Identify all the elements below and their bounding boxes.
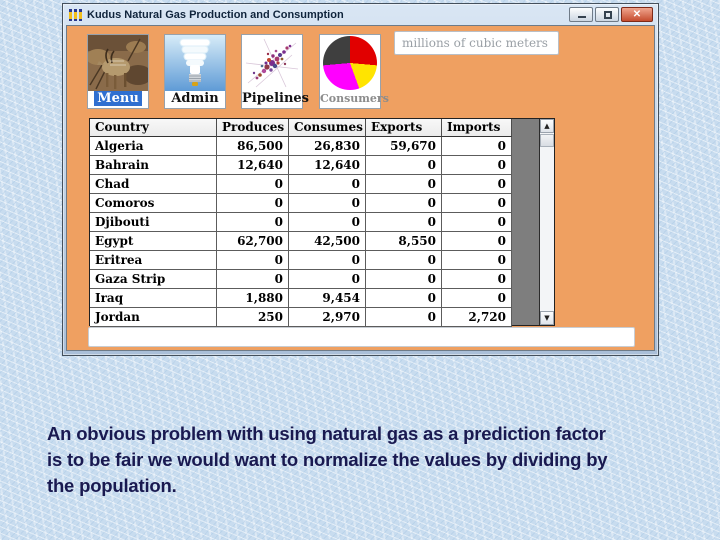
value-cell: 0 xyxy=(442,194,512,213)
status-input[interactable] xyxy=(88,327,635,347)
table-row[interactable] xyxy=(90,137,512,156)
scroll-up-icon: ▲ xyxy=(544,122,550,130)
value-cell: 12,640 xyxy=(217,156,289,175)
grid-filler-area xyxy=(512,119,540,325)
value-cell: 0 xyxy=(442,251,512,270)
value-cell: 0 xyxy=(442,213,512,232)
scroll-up-button[interactable] xyxy=(540,119,554,133)
value-cell: 12,640 xyxy=(289,156,366,175)
value-cell: 8,550 xyxy=(366,232,442,251)
value-cell: 0 xyxy=(217,213,289,232)
value-cell: 0 xyxy=(442,137,512,156)
value-cell: 0 xyxy=(366,251,442,270)
kudu-photo xyxy=(88,35,148,91)
people-icon xyxy=(68,7,83,22)
table-header-row xyxy=(90,119,512,137)
table-grid xyxy=(90,119,512,325)
country-cell: Eritrea xyxy=(90,251,217,270)
value-cell: 42,500 xyxy=(289,232,366,251)
value-cell: 0 xyxy=(289,270,366,289)
pipelines-button-label: Pipelines xyxy=(242,91,309,106)
country-cell: Egypt xyxy=(90,232,217,251)
value-cell: 0 xyxy=(289,175,366,194)
value-cell: 26,830 xyxy=(289,137,366,156)
window-titlebar[interactable] xyxy=(66,4,655,25)
value-cell: 9,454 xyxy=(289,289,366,308)
value-cell: 0 xyxy=(217,175,289,194)
slide-caption xyxy=(47,421,607,499)
vertical-scrollbar[interactable] xyxy=(540,119,554,325)
value-cell: 62,700 xyxy=(217,232,289,251)
country-cell: Bahrain xyxy=(90,156,217,175)
column-header[interactable]: Exports xyxy=(366,119,442,137)
units-input[interactable] xyxy=(394,31,559,55)
table-row[interactable] xyxy=(90,232,512,251)
value-cell: 86,500 xyxy=(217,137,289,156)
value-cell: 0 xyxy=(217,194,289,213)
minimize-icon xyxy=(578,16,586,18)
admin-button-label: Admin xyxy=(171,91,219,106)
value-cell: 0 xyxy=(366,213,442,232)
consumers-button[interactable] xyxy=(319,34,389,109)
value-cell: 2,970 xyxy=(289,308,366,327)
maximize-icon xyxy=(604,11,612,19)
country-cell: Jordan xyxy=(90,308,217,327)
network-graph-image xyxy=(242,35,302,91)
window-controls xyxy=(569,7,653,22)
value-cell: 0 xyxy=(217,251,289,270)
maximize-button[interactable] xyxy=(595,7,619,22)
table-row[interactable] xyxy=(90,175,512,194)
window-title: Kudus Natural Gas Production and Consumption xyxy=(87,8,344,21)
value-cell: 0 xyxy=(366,308,442,327)
country-cell: Djibouti xyxy=(90,213,217,232)
pipelines-button[interactable] xyxy=(241,34,309,109)
table-row[interactable] xyxy=(90,251,512,270)
table-row[interactable] xyxy=(90,194,512,213)
close-icon: ✕ xyxy=(632,9,642,20)
table-row[interactable] xyxy=(90,156,512,175)
value-cell: 0 xyxy=(289,251,366,270)
scrollbar-track[interactable] xyxy=(540,147,554,311)
value-cell: 0 xyxy=(289,213,366,232)
window-client-area xyxy=(66,25,655,351)
country-cell: Iraq xyxy=(90,289,217,308)
column-header[interactable]: Imports xyxy=(442,119,512,137)
table-body xyxy=(90,137,512,327)
caption-line: is to be fair we would want to normalize the values by dividing by xyxy=(47,449,608,470)
column-header[interactable]: Country xyxy=(90,119,217,137)
table-row[interactable] xyxy=(90,289,512,308)
value-cell: 0 xyxy=(442,175,512,194)
value-cell: 0 xyxy=(366,194,442,213)
value-cell: 0 xyxy=(366,289,442,308)
minimize-button[interactable] xyxy=(569,7,593,22)
value-cell: 0 xyxy=(442,289,512,308)
country-data-table xyxy=(89,118,555,326)
value-cell: 2,720 xyxy=(442,308,512,327)
value-cell: 0 xyxy=(217,270,289,289)
country-cell: Chad xyxy=(90,175,217,194)
table-row[interactable] xyxy=(90,270,512,289)
country-cell: Algeria xyxy=(90,137,217,156)
close-button[interactable] xyxy=(621,7,653,22)
table-row[interactable] xyxy=(90,308,512,327)
app-window xyxy=(62,3,659,356)
scrollbar-thumb[interactable] xyxy=(540,134,554,147)
value-cell: 0 xyxy=(442,156,512,175)
value-cell: 59,670 xyxy=(366,137,442,156)
caption-line: the population. xyxy=(47,475,177,496)
value-cell: 250 xyxy=(217,308,289,327)
consumers-button-label: Consumers xyxy=(320,92,389,105)
value-cell: 0 xyxy=(289,194,366,213)
value-cell: 0 xyxy=(366,270,442,289)
value-cell: 0 xyxy=(442,232,512,251)
country-cell: Gaza Strip xyxy=(90,270,217,289)
value-cell: 1,880 xyxy=(217,289,289,308)
column-header[interactable]: Produces xyxy=(217,119,289,137)
lightbulb-photo xyxy=(165,35,225,91)
menu-button-label: Menu xyxy=(88,91,148,108)
pie-chart-image xyxy=(320,35,380,91)
country-cell: Comoros xyxy=(90,194,217,213)
table-row[interactable] xyxy=(90,213,512,232)
admin-button[interactable] xyxy=(164,34,226,109)
caption-line: An obvious problem with using natural gas as a prediction factor xyxy=(47,423,606,444)
scroll-down-button[interactable] xyxy=(540,311,554,325)
value-cell: 0 xyxy=(366,175,442,194)
column-header[interactable]: Consumes xyxy=(289,119,366,137)
value-cell: 0 xyxy=(366,156,442,175)
scroll-down-icon: ▼ xyxy=(544,314,550,322)
value-cell: 0 xyxy=(442,270,512,289)
menu-button[interactable] xyxy=(87,34,149,109)
